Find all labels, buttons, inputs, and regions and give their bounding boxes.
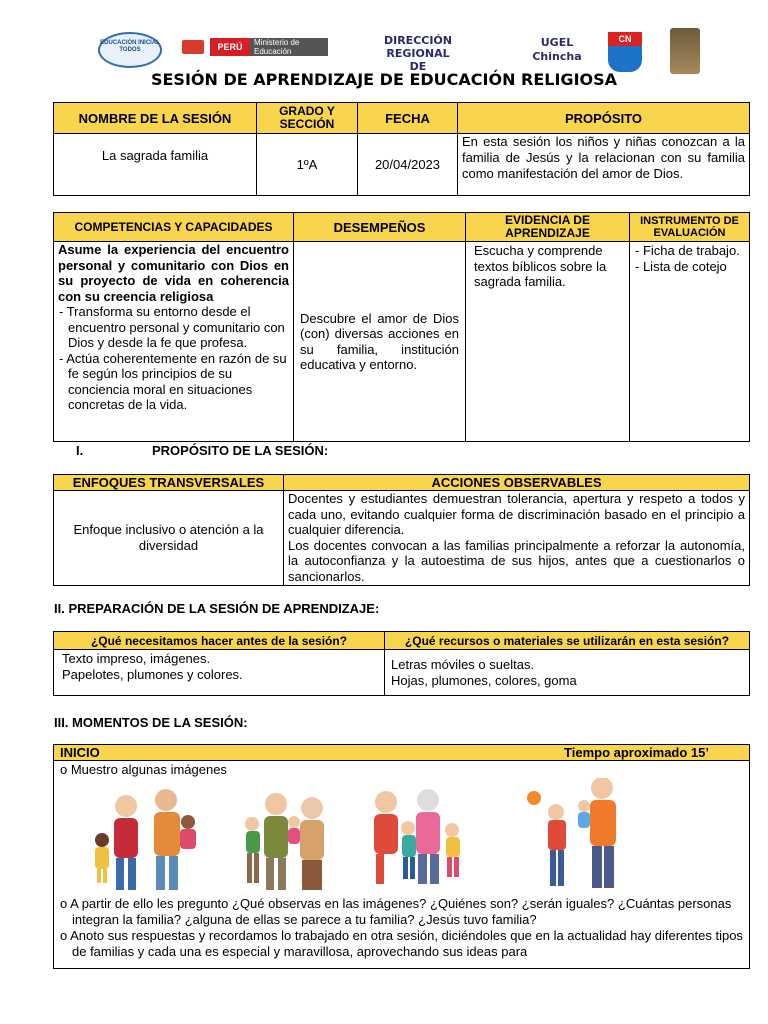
header-desempenos: DESEMPEÑOS <box>294 213 466 242</box>
school-crest-icon: CN <box>608 32 642 72</box>
direccion-regional: DIRECCIÓN REGIONAL DE <box>383 34 452 73</box>
desempeno-text: Descubre el amor de Dios (con) diversas acciones en su familia, institución educativa y entorno. <box>294 242 466 442</box>
inicio-item-2: o A partir de ello les pregunto ¿Qué observas en las imágenes? ¿Quiénes son? ¿serán iguales? ¿Cuántas personas integran la familia? ¿alguna de ellas se parece a tu familia? ¿Jesús tuvo familia? <box>60 896 732 927</box>
header-recursos: ¿Qué recursos o materiales se utilizarán en esta sesión? <box>385 632 750 650</box>
accion-1: Docentes y estudiantes demuestran tolerancia, apertura y respeto a todos y cada uno, evitando cualquier forma de discriminación basado en el principio a cualquier diferencia. <box>288 491 745 537</box>
header-instrumento: INSTRUMENTO DE EVALUACIÓN <box>630 213 750 242</box>
families-illustration <box>76 778 636 896</box>
section-2-title: II. PREPARACIÓN DE LA SESIÓN DE APRENDIZAJE: <box>54 601 380 616</box>
list-item: - Transforma su entorno desde el encuentro personal y comunitario con Dios y desde la fe que profesa. <box>59 304 285 350</box>
list-item: - Actúa coherentemente en razón de su fe según los principios de su conciencia moral en situaciones concretas de la vida. <box>59 350 287 412</box>
header-proposito: PROPÓSITO <box>458 103 750 134</box>
competencia-text: Asume la experiencia del encuentro personal y comunitario con Dios en su proyecto de vida en coherencia con su creencia religiosa <box>58 242 289 304</box>
header-fecha: FECHA <box>358 103 458 134</box>
list-item: - Ficha de trabajo. <box>635 243 740 258</box>
header-enfoques: ENFOQUES TRANSVERSALES <box>54 475 284 491</box>
family-images <box>60 778 743 896</box>
antes-item-2: Papelotes, plumones y colores. <box>62 667 243 682</box>
section-3-title: III. MOMENTOS DE LA SESIÓN: <box>54 715 248 730</box>
ministerio-label: Ministerio de Educación <box>250 38 328 56</box>
family-2-image <box>245 793 324 890</box>
logo-bar <box>0 28 768 76</box>
fecha-value: 20/04/2023 <box>358 134 458 196</box>
momentos-table <box>53 744 750 969</box>
accion-2: Los docentes convocan a las familias principalmente a reforzar la autonomía, la autoconfianza y la autoestima de sus hijos, antes que a cuestionarlos o sancionarlos. <box>288 537 745 584</box>
header-acciones: ACCIONES OBSERVABLES <box>284 475 750 491</box>
grado-value: 1ºA <box>257 134 358 196</box>
header-competencias: COMPETENCIAS Y CAPACIDADES <box>54 213 294 242</box>
competencias-table <box>53 212 750 442</box>
session-name: La sagrada familia <box>54 134 257 196</box>
peru-label: PERÚ <box>210 38 250 56</box>
instrumentos-list <box>634 243 745 274</box>
tiempo-label: Tiempo aproximado 15’ <box>564 745 709 760</box>
inicio-item-1: o Muestro algunas imágenes <box>60 762 227 777</box>
header-nombre: NOMBRE DE LA SESIÓN <box>54 103 257 134</box>
list-item: - Lista de cotejo <box>635 258 727 274</box>
recurso-item-2: Hojas, plumones, colores, goma <box>391 672 577 688</box>
header-antes: ¿Qué necesitamos hacer antes de la sesión? <box>54 632 385 650</box>
page-title: SESIÓN DE APRENDIZAJE DE EDUCACIÓN RELIGIOSA <box>150 70 618 89</box>
proposito-value: En esta sesión los niños y niñas conozcan a la familia de Jesús y la relacionan con su familia como manifestación del amor de Dios. <box>458 134 750 196</box>
session-info-table <box>53 102 750 196</box>
peru-shield-icon <box>182 40 204 54</box>
family-3-image <box>374 789 460 884</box>
family-1-image <box>95 789 196 890</box>
section-1-title: PROPÓSITO DE LA SESIÓN: <box>152 443 329 458</box>
saint-image <box>670 28 700 74</box>
inicio-item-3: o Anoto sus respuestas y recordamos lo trabajado en otra sesión, diciéndoles que en la actualidad hay diferentes tipos de familias y cada una es especial y maravillosa, aprovechando sus ideas para <box>60 928 743 959</box>
recurso-item-1: Letras móviles o sueltas. <box>391 656 535 672</box>
capacidades-list <box>58 304 289 413</box>
education-logo: EDUCACIÓN INICIAL TODOS <box>98 32 162 68</box>
header-evidencia: EVIDENCIA DE APRENDIZAJE <box>466 213 630 242</box>
ugel-label: UGEL Chincha <box>532 36 582 63</box>
inicio-label: INICIO <box>60 745 100 760</box>
preparacion-table <box>53 631 750 696</box>
enfoques-table <box>53 474 750 586</box>
enfoque-text: Enfoque inclusivo o atención a la diversidad <box>54 491 284 586</box>
family-4-image <box>527 778 616 888</box>
antes-item-1: Texto impreso, imágenes. <box>62 651 211 666</box>
evidencia-text: Escucha y comprende textos bíblicos sobre la sagrada familia. <box>466 242 630 442</box>
header-grado: GRADO Y SECCIÓN <box>257 103 358 134</box>
section-1-number: I. <box>76 443 84 458</box>
